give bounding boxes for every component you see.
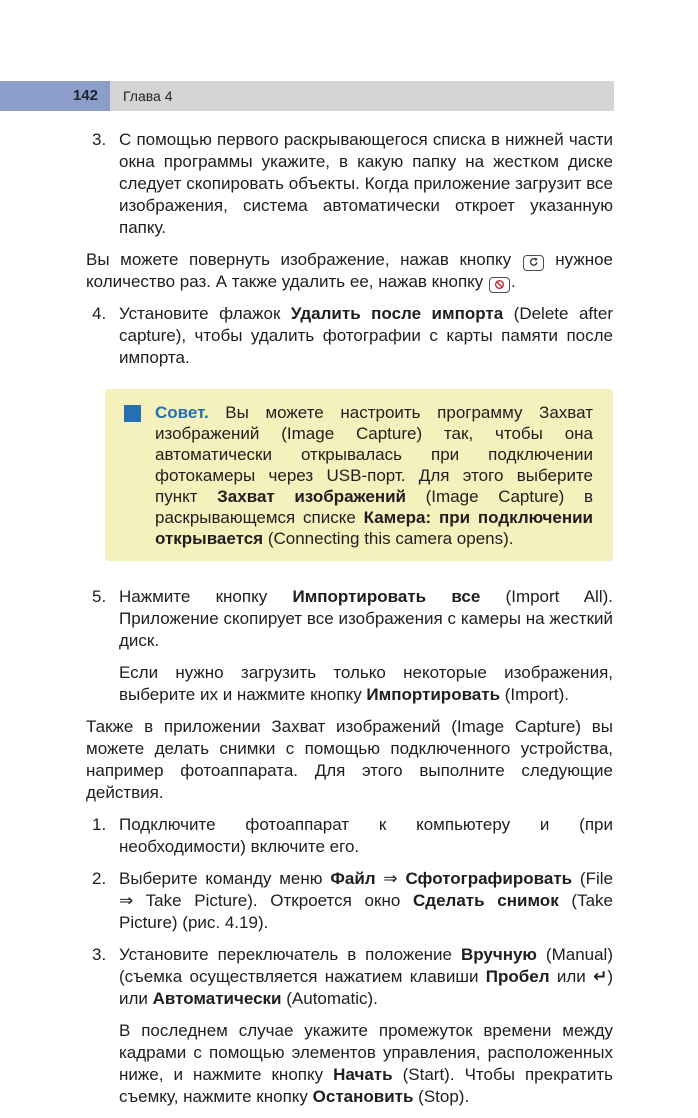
text-segment: (Import). xyxy=(500,685,569,704)
text-segment: (Take Picture) (рис. 4.19). xyxy=(119,891,613,932)
list-item-number: 4. xyxy=(92,304,107,323)
text-segment: (Connecting this camera opens). xyxy=(263,529,514,548)
text-segment: (Delete after capture), чтобы удалить фотографии с карты памяти после импорта. xyxy=(119,304,613,367)
text-segment: Вы можете повернуть изображение, нажав кнопку xyxy=(86,250,522,269)
text-segment: Установите флажок xyxy=(119,304,291,323)
list-item-number: 2. xyxy=(92,869,107,888)
text-segment: Установите переключатель в положение xyxy=(119,945,461,964)
delete-button-icon xyxy=(489,277,510,293)
text-segment: (Automatic). xyxy=(281,989,378,1008)
text-segment: Удалить после импорта xyxy=(290,304,504,323)
text-segment: или xyxy=(549,967,594,986)
text-segment: (File ⇒ Take Picture). Откроется окно xyxy=(119,869,613,910)
list-item-number: 3. xyxy=(92,130,107,149)
list-item-text xyxy=(119,944,613,1010)
paragraph xyxy=(86,716,613,804)
text-segment: Если нужно загрузить только некоторые изображения, выберите их и нажмите кнопку xyxy=(119,663,613,704)
text-segment: (Image Capture) в раскрывающемся списке xyxy=(155,487,593,527)
text-segment: Автоматически xyxy=(152,989,282,1008)
tip-box xyxy=(105,389,613,561)
text-segment: (Start). Чтобы прекратить съемку, нажмите кнопку xyxy=(119,1065,613,1106)
text-segment: Начать xyxy=(333,1065,393,1084)
text-segment: Захват изображений xyxy=(217,487,407,506)
text-segment: (Import All). Приложение скопирует все изображения с камеры на жесткий диск. xyxy=(119,587,613,650)
text-segment: Файл xyxy=(330,869,376,888)
paragraph xyxy=(86,249,613,293)
text-segment: Импортировать все xyxy=(292,587,481,606)
tip-bullet-icon xyxy=(124,405,141,422)
numbered-list-item xyxy=(86,868,613,934)
list-item-number: 1. xyxy=(92,815,107,834)
text-segment: Пробел xyxy=(485,967,550,986)
rotate-button-icon xyxy=(523,255,544,271)
text-segment: . xyxy=(511,272,516,291)
text-segment: С помощью первого раскрывающегося списка в нижней части окна программы укажите, в какую папку на жестком диске следует скопировать объекты. Когда приложение загрузит все изображения, система автоматически откроет указанную папку. xyxy=(119,130,613,237)
list-item-text xyxy=(119,303,613,369)
text-segment: (Manual) (съемка осуществляется нажатием клавиши xyxy=(119,945,613,986)
text-segment: Сфотографировать xyxy=(405,869,573,888)
text-segment: Также в приложении Захват изображений (Image Capture) вы можете делать снимки с помощью подключенного устройства, например фотоаппарата. Для этого выполните следующие действия. xyxy=(86,717,613,802)
text-segment: Совет. xyxy=(155,403,209,422)
text-segment: ) или xyxy=(119,967,614,1008)
numbered-list-item xyxy=(86,303,613,369)
paragraph xyxy=(119,1020,613,1108)
text-segment: Нажмите кнопку xyxy=(119,587,293,606)
text-segment: Выберите команду меню xyxy=(119,869,331,888)
text-segment: Импортировать xyxy=(366,685,501,704)
chapter-title: Глава 4 xyxy=(110,81,614,111)
page-number: 142 xyxy=(0,81,110,111)
text-segment: Вы можете настроить программу Захват изображений (Image Capture) так, чтобы она автоматически открывалась при подключении фотокамеры через USB-порт. Для этого выберите пункт xyxy=(155,403,593,506)
content-blocks xyxy=(86,129,613,1118)
numbered-list-item xyxy=(86,129,613,239)
text-segment: Остановить xyxy=(312,1087,414,1106)
text-segment: Вручную xyxy=(460,945,537,964)
text-segment: В последнем случае укажите промежуток времени между кадрами с помощью элементов управления, расположенных ниже, и нажмите кнопку xyxy=(119,1021,613,1084)
list-item-number: 3. xyxy=(92,945,107,964)
list-item-text xyxy=(119,129,613,239)
text-segment: ↵ xyxy=(593,967,608,986)
numbered-list-item xyxy=(86,814,613,858)
text-segment: Сделать снимок xyxy=(413,891,559,910)
tip-text xyxy=(155,402,593,549)
text-segment: ⇒ xyxy=(375,869,406,888)
page-header xyxy=(0,81,698,111)
numbered-list-item xyxy=(86,944,613,1010)
list-item-number: 5. xyxy=(92,587,107,606)
text-segment: (Stop). xyxy=(413,1087,470,1106)
numbered-list-item xyxy=(86,586,613,652)
list-item-text xyxy=(119,868,613,934)
text-segment: нужное количество раз. А также удалить ее, нажав кнопку xyxy=(86,250,613,291)
list-item-text xyxy=(119,586,613,652)
text-segment: Подключите фотоаппарат к компьютеру и (при необходимости) включите его. xyxy=(119,815,613,856)
list-item-text xyxy=(119,814,613,858)
paragraph xyxy=(119,662,613,706)
text-segment: Камера: при подключении открывается xyxy=(155,508,593,548)
